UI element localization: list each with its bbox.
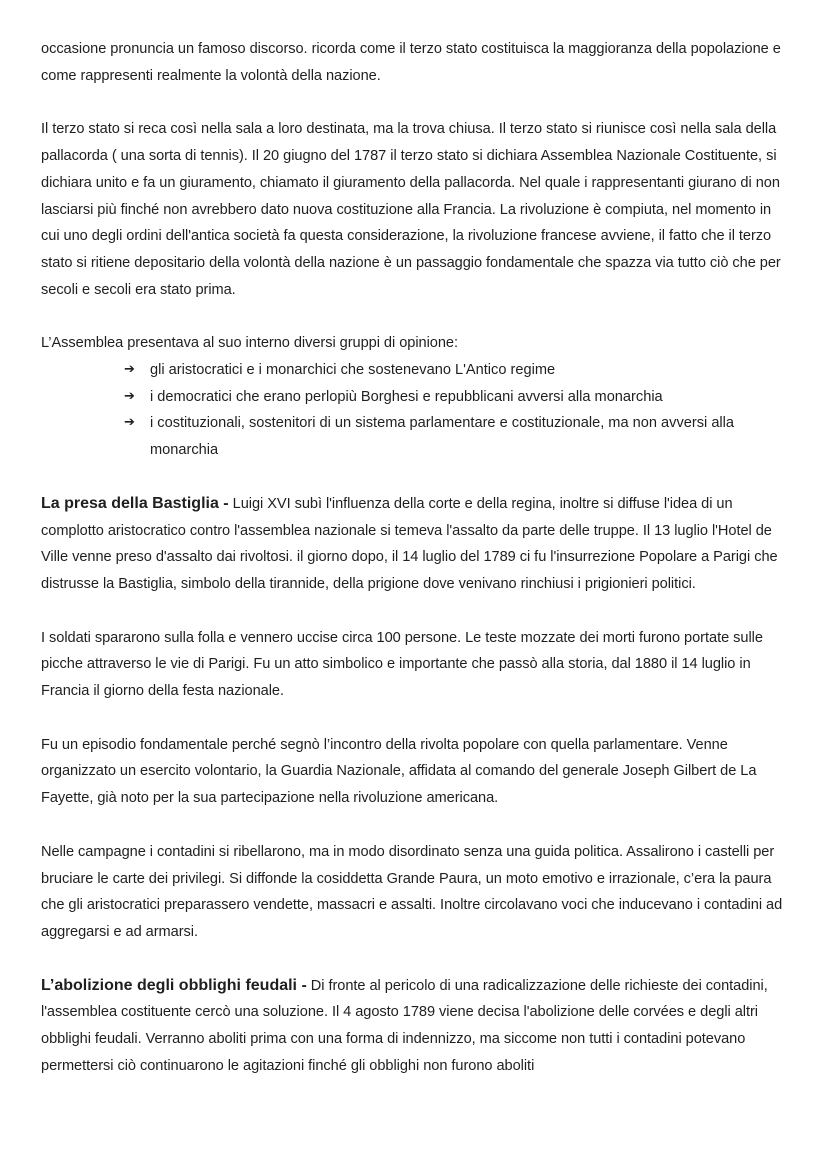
paragraph-bastiglia-text: Luigi XVI subì l'influenza della corte e della regina, inoltre si diffuse l'idea di un complotto aristocratico contro l'assemblea nazionale si temeva l'assalto da parte delle truppe. Il 13 luglio l'Hotel de Ville venne preso d'assalto dai rivoltosi. il giorno dopo, il 14 luglio del 1789 ci fu l'insurrezione Popolare a Parigi che distrusse la Bastiglia, simbolo della tirannide, della prigione dove venivano rinchiusi i prigionieri politici. [41,495,778,592]
paragraph-assemblea-intro: L’Assemblea presentava al suo interno diversi gruppi di opinione: [41,335,458,352]
list-item-text: i democratici che erano perlopiù Borghesi e repubblicani avversi alla monarchia [150,388,663,405]
paragraph-soldati: I soldati spararono sulla folla e vennero uccise circa 100 persone. Le teste mozzate dei morti furono portate sulle picche attraverso le vie di Parigi. Fu un atto simbolico e importante che passò alla storia, dal 1880 il 14 luglio in Francia il giorno della festa nazionale. [41,629,763,700]
paragraph-bastiglia [41,491,786,598]
arrow-bullet-icon: ➔ [124,362,135,378]
list-item-text: gli aristocratici e i monarchici che sostenevano L'Antico regime [150,362,556,379]
paragraph-obblighi-feudali [41,973,786,1080]
list-item [41,384,786,411]
opinion-groups-list [41,357,786,464]
section-heading-obblighi-feudali: L’abolizione degli obblighi feudali - [41,976,307,994]
list-item [41,410,786,463]
paragraph-discorso: occasione pronuncia un famoso discorso. ricorda come il terzo stato costituisca la maggioranza della popolazione e come rappresenti realmente la volontà della nazione. [41,41,781,84]
section-heading-bastiglia: La presa della Bastiglia - [41,494,229,512]
list-item-text: i costituzionali, sostenitori di un sistema parlamentare e costituzionale, ma non avversi alla monarchia [150,415,735,459]
document-page [41,36,786,1107]
list-item [41,357,786,384]
arrow-bullet-icon: ➔ [124,415,135,431]
paragraph-pallacorda: Il terzo stato si reca così nella sala a loro destinata, ma la trova chiusa. Il terzo stato si riunisce così nella sala della pallacorda ( una sorta di tennis). Il 20 giugno del 1787 il terzo stato si dichiara Assemblea Nazionale Costituente, si dichiara unito e fa un giuramento, chiamato il giuramento della pallacorda. Nel quale i rappresentanti giurano di non lasciarsi più finché non avrebbero dato nuova costituzione alla Francia. La rivoluzione è compiuta, nel momento in cui uno degli ordini dell'antica società fa questa considerazione, la rivoluzione francese avviene, il fatto che il terzo stato si ritiene depositario della volontà della nazione è un passaggio fondamentale che spazza via tutto ciò che per secoli e secoli era stato prima. [41,121,781,298]
paragraph-grande-paura: Nelle campagne i contadini si ribellarono, ma in modo disordinato senza una guida politica. Assalirono i castelli per bruciare le carte dei privilegi. Si diffonde la cosiddetta Grande Paura, un moto emotivo e irrazionale, c’era la paura che gli aristocratici preparassero vendette, massacri e assalti. Inoltre circolavano voci che inducevano i contadini ad aggregarsi e ad armarsi. [41,843,783,940]
paragraph-guardia-nazionale: Fu un episodio fondamentale perché segnò l’incontro della rivolta popolare con quella parlamentare. Venne organizzato un esercito volontario, la Guardia Nazionale, affidata al comando del generale Joseph Gilbert de La Fayette, già noto per la sua partecipazione nella rivoluzione americana. [41,736,757,807]
arrow-bullet-icon: ➔ [124,388,135,404]
paragraph-obblighi-text: Di fronte al pericolo di una radicalizzazione delle richieste dei contadini, l'assemblea costituente cercò una soluzione. Il 4 agosto 1789 viene decisa l'abolizione delle corvées e degli altri obblighi feudali. Verranno aboliti prima con una forma di indennizzo, ma siccome non tutti i contadini potevano permettersi ciò continuarono le agitazioni finché gli obblighi non furono aboliti [41,977,768,1074]
